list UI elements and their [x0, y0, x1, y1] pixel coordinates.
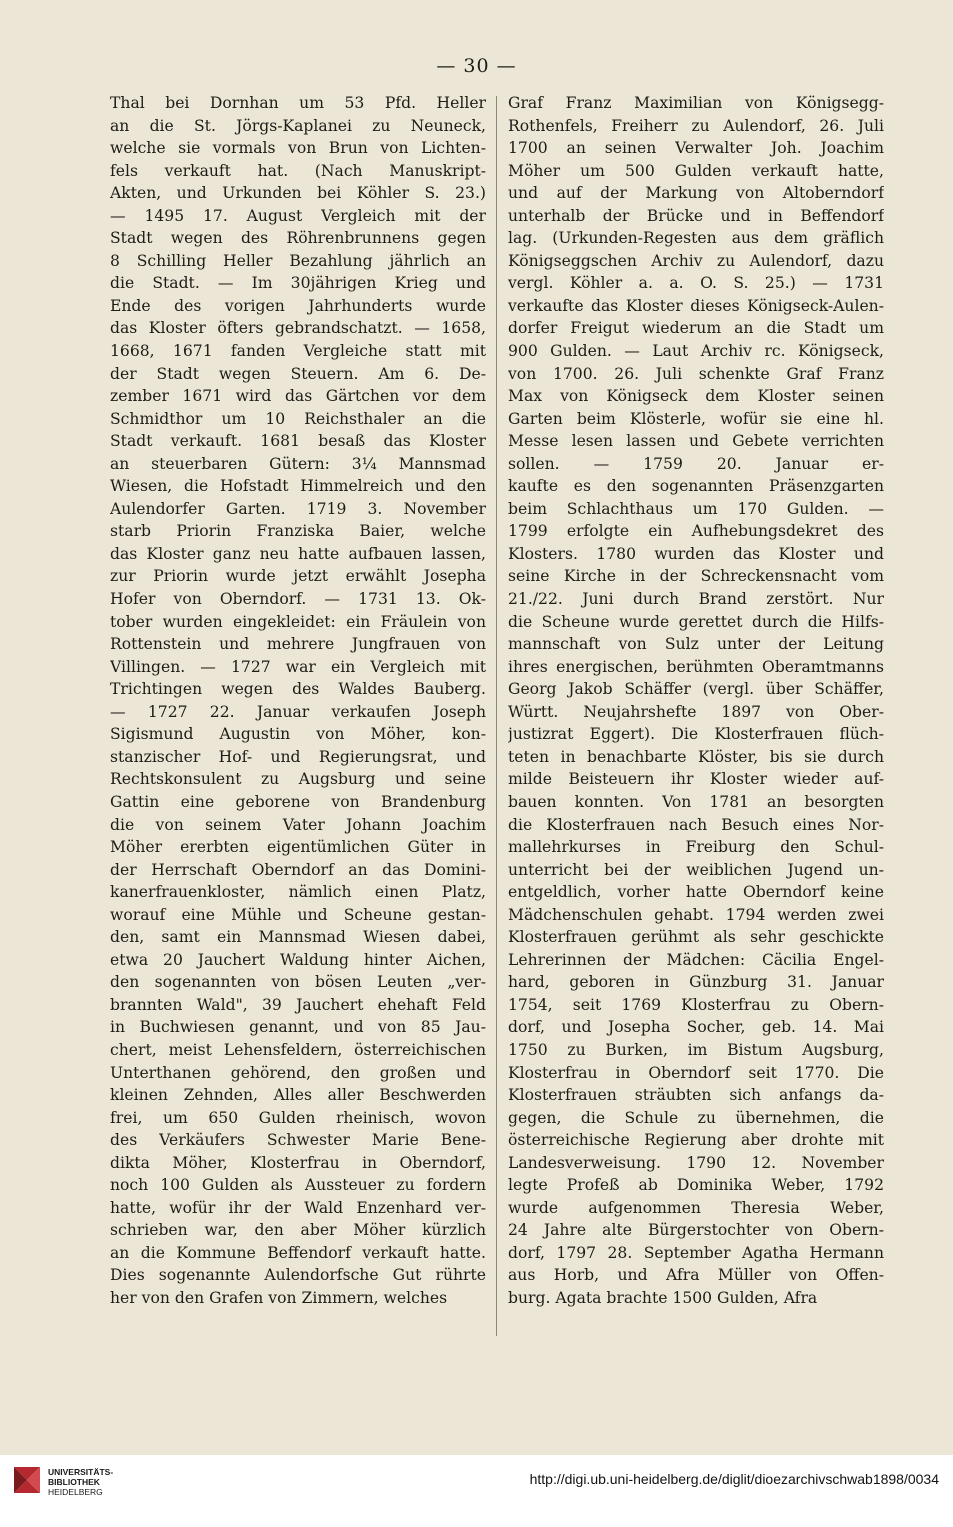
- text-line: dorf, 1797 28. September Agatha Hermann: [508, 1243, 884, 1262]
- text-line: dorfer Freigut wiederum an die Stadt um: [508, 319, 884, 338]
- text-line: entgeldlich, vorher hatte Oberndorf keine: [508, 883, 884, 902]
- text-line: Rechtskonsulent zu Augsburg und seine: [110, 770, 486, 789]
- footer-bar: [0, 1455, 953, 1527]
- text-line: etwa 20 Jauchert Waldung hinter Aichen,: [110, 950, 486, 969]
- text-line: Aulendorfer Garten. 1719 3. November: [110, 499, 486, 518]
- text-line: brannten Wald", 39 Jauchert ehehaft Feld: [110, 995, 486, 1014]
- text-line: österreichische Regierung aber drohte mit: [508, 1131, 884, 1150]
- text-line: 1799 erfolgte ein Aufhebungsdekret des: [508, 522, 884, 541]
- text-line: Max von Königseck dem Kloster seinen: [508, 387, 884, 406]
- text-line: milde Beisteuern ihr Kloster wieder auf-: [508, 770, 884, 789]
- text-line: die Klosterfrauen nach Besuch eines Nor-: [508, 815, 884, 834]
- text-line: Akten, und Urkunden bei Köhler S. 23.): [110, 184, 486, 203]
- text-line: starb Priorin Franziska Baier, welche: [110, 522, 486, 541]
- library-name-line-2: BIBLIOTHEK: [48, 1477, 100, 1487]
- text-line: Thal bei Dornhan um 53 Pfd. Heller: [110, 94, 486, 112]
- text-line: fels verkauft hat. (Nach Manuskript-: [110, 161, 486, 180]
- text-line: Villingen. — 1727 war ein Vergleich mit: [110, 657, 486, 676]
- text-line: 1750 zu Burken, im Bistum Augsburg,: [508, 1040, 884, 1059]
- library-name: [48, 1467, 113, 1497]
- text-line: den sogenannten von bösen Leuten „ver-: [110, 973, 486, 992]
- text-line: Stadt verkauft. 1681 besaß das Kloster: [110, 432, 486, 451]
- text-line: an steuerbaren Gütern: 3¼ Mannsmad: [110, 454, 486, 473]
- text-line: Gattin eine geborene von Brandenburg: [110, 792, 486, 811]
- text-line: justizrat Eggert). Die Klosterfrauen flüch-: [508, 725, 884, 744]
- text-line: Klosters. 1780 wurden das Kloster und: [508, 544, 884, 563]
- text-line: 8 Schilling Heller Bezahlung jährlich an: [110, 251, 486, 270]
- text-line: mallehrkurses in Freiburg den Schul-: [508, 838, 884, 857]
- text-line: ihres energischen, berühmten Oberamtmanns: [508, 657, 884, 676]
- text-line: und auf der Markung von Altoberndorf: [508, 184, 884, 203]
- text-line: Landesverweisung. 1790 12. November: [508, 1153, 884, 1172]
- text-line: wurde aufgenommen Theresia Weber,: [508, 1198, 884, 1217]
- text-line: Graf Franz Maximilian von Königsegg-: [508, 94, 884, 112]
- text-line: teten in benachbarte Klöster, bis sie durch: [508, 747, 884, 766]
- text-line: dorf, und Josepha Socher, geb. 14. Mai: [508, 1018, 884, 1037]
- text-line: schrieben war, den aber Möher kürzlich: [110, 1221, 486, 1240]
- text-line: die von seinem Vater Johann Joachim: [110, 815, 486, 834]
- text-line: gegen, die Schule zu übernehmen, die: [508, 1108, 884, 1127]
- text-line: Dies sogenannte Aulendorfsche Gut rührte: [110, 1266, 486, 1285]
- text-line: kleinen Zehnden, Alles aller Beschwerden: [110, 1086, 486, 1105]
- text-line: legte Profeß ab Dominika Weber, 1792: [508, 1176, 884, 1195]
- text-line: Rothenfels, Freiherr zu Aulendorf, 26. Juli: [508, 116, 884, 135]
- text-line: — 1495 17. August Vergleich mit der: [110, 206, 486, 225]
- source-url-link[interactable]: http://digi.ub.uni-heidelberg.de/diglit/dioezarchivschwab1898/0034: [529, 1471, 939, 1487]
- text-line: Lehrerinnen der Mädchen: Cäcilia Engel-: [508, 950, 884, 969]
- text-line: Georg Jakob Schäffer (vergl. über Schäffer,: [508, 680, 884, 699]
- text-column-left: [110, 92, 486, 1310]
- text-line: Wiesen, die Hofstadt Himmelreich und den: [110, 477, 486, 496]
- text-line: Möher ererbten eigentümlichen Güter in: [110, 838, 486, 857]
- text-line: frei, um 650 Gulden rheinisch, wovon: [110, 1108, 486, 1127]
- text-line: burg. Agata brachte 1500 Gulden, Afra: [508, 1288, 818, 1307]
- text-line: Württ. Neujahrshefte 1897 von Ober-: [508, 702, 884, 721]
- text-line: kanerfrauenkloster, nämlich einen Platz,: [110, 883, 486, 902]
- library-name-line-3: HEIDELBERG: [48, 1487, 103, 1497]
- text-line: in Buchwiesen genannt, und von 85 Jau-: [110, 1018, 486, 1037]
- text-line: Trichtingen wegen des Waldes Bauberg.: [110, 680, 486, 699]
- text-line: Klosterfrauen sträubten sich anfangs da-: [508, 1086, 884, 1105]
- text-line: noch 100 Gulden als Aussteuer zu fordern: [110, 1176, 486, 1195]
- university-library-logo-icon: [14, 1467, 40, 1493]
- library-name-line-1: UNIVERSITÄTS-: [48, 1467, 114, 1477]
- text-line: an die St. Jörgs-Kaplanei zu Neuneck,: [110, 116, 486, 135]
- text-line: dikta Möher, Klosterfrau in Oberndorf,: [110, 1153, 486, 1172]
- text-line: Königseggschen Archiv zu Aulendorf, dazu: [508, 251, 884, 270]
- text-line: 1668, 1671 fanden Vergleiche statt mit: [110, 342, 486, 361]
- text-line: Sigismund Augustin von Möher, kon-: [110, 725, 486, 744]
- text-column-right: [508, 92, 884, 1310]
- column-divider: [496, 96, 497, 1336]
- text-line: seine Kirche in der Schreckensnacht vom: [508, 567, 884, 586]
- text-line: chert, meist Lehensfeldern, österreichischen: [110, 1040, 486, 1059]
- text-line: 900 Gulden. — Laut Archiv rc. Königseck,: [508, 342, 884, 361]
- text-line: des Verkäufers Schwester Marie Bene-: [110, 1131, 486, 1150]
- text-line: den, samt ein Mannsmad Wiesen dabei,: [110, 928, 486, 947]
- text-line: Hofer von Oberndorf. — 1731 13. Ok-: [110, 590, 486, 609]
- text-line: von 1700. 26. Juli schenkte Graf Franz: [508, 364, 884, 383]
- text-line: her von den Grafen von Zimmern, welches: [110, 1288, 448, 1307]
- text-line: mannschaft von Sulz unter der Leitung: [508, 635, 884, 654]
- text-line: die Scheune wurde gerettet durch die Hilfs-: [508, 612, 884, 631]
- text-line: — 1727 22. Januar verkaufen Joseph: [110, 702, 486, 721]
- text-line: zur Priorin wurde jetzt erwählt Josepha: [110, 567, 486, 586]
- text-line: aus Horb, und Afra Müller von Offen-: [508, 1266, 884, 1285]
- text-line: worauf eine Mühle und Scheune gestan-: [110, 905, 486, 924]
- text-line: kaufte es den sogenannten Präsenzgarten: [508, 477, 884, 496]
- page-number: — 30 —: [436, 55, 517, 77]
- text-line: welche sie vormals von Brun von Lichten-: [110, 139, 486, 158]
- text-line: 1754, seit 1769 Klosterfrau zu Obern-: [508, 995, 884, 1014]
- text-line: lag. (Urkunden-Regesten aus dem gräflich: [508, 229, 884, 248]
- text-line: 1700 an seinen Verwalter Joh. Joachim: [508, 139, 884, 158]
- text-line: Schmidthor um 10 Reichsthaler an die: [110, 409, 486, 428]
- text-line: Garten beim Klösterle, wofür sie eine hl.: [508, 409, 884, 428]
- text-line: stanzischer Hof- und Regierungsrat, und: [110, 747, 486, 766]
- text-line: sollen. — 1759 20. Januar er-: [508, 454, 884, 473]
- text-line: die Stadt. — Im 30jährigen Krieg und: [110, 274, 486, 293]
- text-line: vergl. Köhler a. a. O. S. 25.) — 1731: [508, 274, 884, 293]
- text-line: hard, geboren in Günzburg 31. Januar: [508, 973, 884, 992]
- text-line: 24 Jahre alte Bürgerstochter von Obern-: [508, 1221, 884, 1240]
- text-line: Unterthanen gehörend, den großen und: [110, 1063, 486, 1082]
- text-line: beim Schlachthaus um 170 Gulden. —: [508, 499, 884, 518]
- text-line: das Kloster ganz neu hatte aufbauen lassen,: [110, 544, 486, 563]
- text-line: an die Kommune Beffendorf verkauft hatte.: [110, 1243, 486, 1262]
- text-line: verkaufte das Kloster dieses Königseck-Aulen-: [508, 296, 884, 315]
- text-line: Rottenstein und mehrere Jungfrauen von: [110, 635, 486, 654]
- text-line: hatte, wofür ihr der Wald Enzenhard ver-: [110, 1198, 486, 1217]
- text-line: Messe lesen lassen und Gebete verrichten: [508, 432, 884, 451]
- text-line: tober wurden eingekleidet: ein Fräulein von: [110, 612, 486, 631]
- text-line: Möher um 500 Gulden verkauft hatte,: [508, 161, 884, 180]
- text-line: der Stadt wegen Steuern. Am 6. De-: [110, 364, 486, 383]
- text-line: 21./22. Juni durch Brand zerstört. Nur: [508, 590, 884, 609]
- text-line: der Herrschaft Oberndorf an das Domini-: [110, 860, 486, 879]
- text-line: Mädchenschulen gehabt. 1794 werden zwei: [508, 905, 884, 924]
- text-line: das Kloster öfters gebrandschatzt. — 1658,: [110, 319, 486, 338]
- text-line: bauen konnten. Von 1781 an besorgten: [508, 792, 884, 811]
- text-line: unterricht bei der weiblichen Jugend un-: [508, 860, 884, 879]
- text-line: Stadt wegen des Röhrenbrunnens gegen: [110, 229, 486, 248]
- text-line: Klosterfrau in Oberndorf seit 1770. Die: [508, 1063, 884, 1082]
- text-line: Klosterfrauen gerühmt als sehr geschickte: [508, 928, 884, 947]
- text-line: Ende des vorigen Jahrhunderts wurde: [110, 296, 486, 315]
- text-line: zember 1671 wird das Gärtchen vor dem: [110, 387, 486, 406]
- text-line: unterhalb der Brücke und in Beffendorf: [508, 206, 884, 225]
